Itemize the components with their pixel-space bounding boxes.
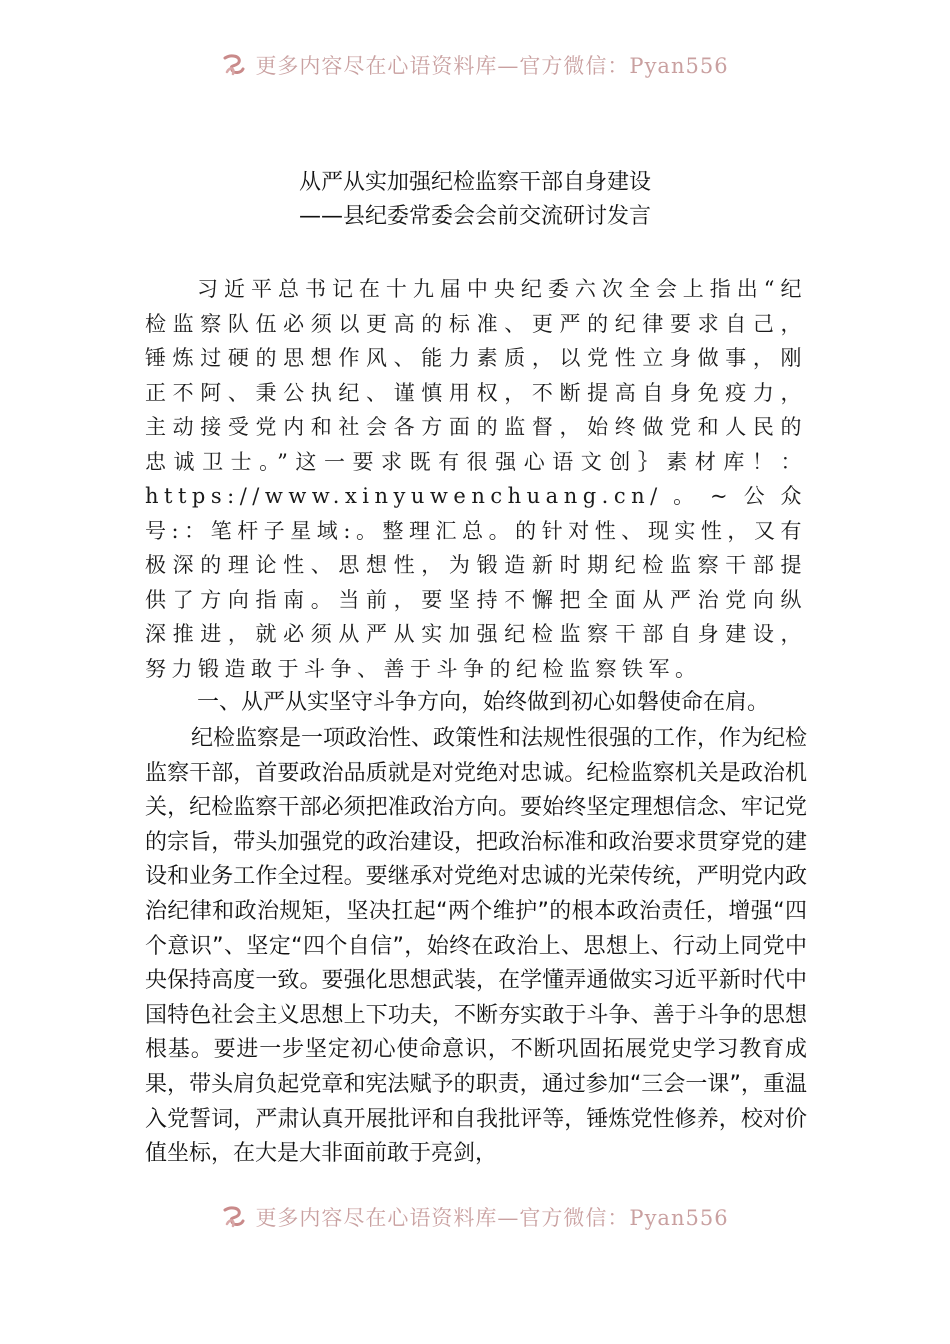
watermark-text: 更多内容尽在心语资料库—官方微信：Pyan556 (255, 1206, 729, 1230)
section-heading-1: 一、从严从实坚守斗争方向，始终做到初心如磐使命在肩。 (197, 690, 770, 715)
intro-paragraph: 习近平总书记在十九届中央纪委六次全会上指出“纪检监察队伍必须以更高的标准、更严的纪律要求自己，锤炼过硬的思想作风、能力素质，以党性立身做事，刚正不阿、秉公执纪、谨慎用权，不断提高自身免疫力，主动接受党内和社会各方面的监督，始终做党和人民的忠诚卫士。”这一要求既有很强心语文创｝素材库！：https://www.xinyuwenchuang.cn/。~公众号:：笔杆子星域:。整理汇总。的针对性、现实性，又有极深的理论性、思想性，为锻造新时期纪检监察干部提供了方向指南。当前，要坚持不懈把全面从严治党向纵深推进，就必须从严从实加强纪检监察干部自身建设，努力锻造敢于斗争、善于斗争的纪检监察铁军。 (145, 277, 807, 681)
page-title: 从严从实加强纪检监察干部自身建设 (298, 170, 651, 195)
watermark-text: 更多内容尽在心语资料库—官方微信：Pyan556 (255, 54, 729, 78)
swirl-logo-icon (221, 54, 247, 78)
swirl-logo-icon (221, 1206, 247, 1230)
watermark-header (0, 54, 950, 88)
page-subtitle: ——县纪委常委会会前交流研讨发言 (298, 204, 651, 229)
document-title (0, 166, 950, 234)
section-body-1: 纪检监察是一项政治性、政策性和法规性很强的工作，作为纪检监察干部，首要政治品质就是对党绝对忠诚。纪检监察机关是政治机关，纪检监察干部必须把准政治方向。要始终坚定理想信念、牢记党的宗旨，带头加强党的政治建设，把政治标准和政治要求贯穿党的建设和业务工作全过程。要继承对党绝对忠诚的光荣传统，严明党内政治纪律和政治规矩，坚决扛起“两个维护”的根本政治责任，增强“四个意识”、坚定“四个自信”，始终在政治上、思想上、行动上同党中央保持高度一致。要强化思想武装，在学懂弄通做实习近平新时代中国特色社会主义思想上下功夫，不断夯实敢于斗争、善于斗争的思想根基。要进一步坚定初心使命意识，不断巩固拓展党史学习教育成果，带头肩负起党章和宪法赋予的职责，通过参加“三会一课”，重温入党誓词，严肃认真开展批评和自我批评等，锤炼党性修养，校对价值坐标，在大是大非面前敢于亮剑， (145, 726, 808, 1167)
watermark-footer (0, 1206, 950, 1240)
